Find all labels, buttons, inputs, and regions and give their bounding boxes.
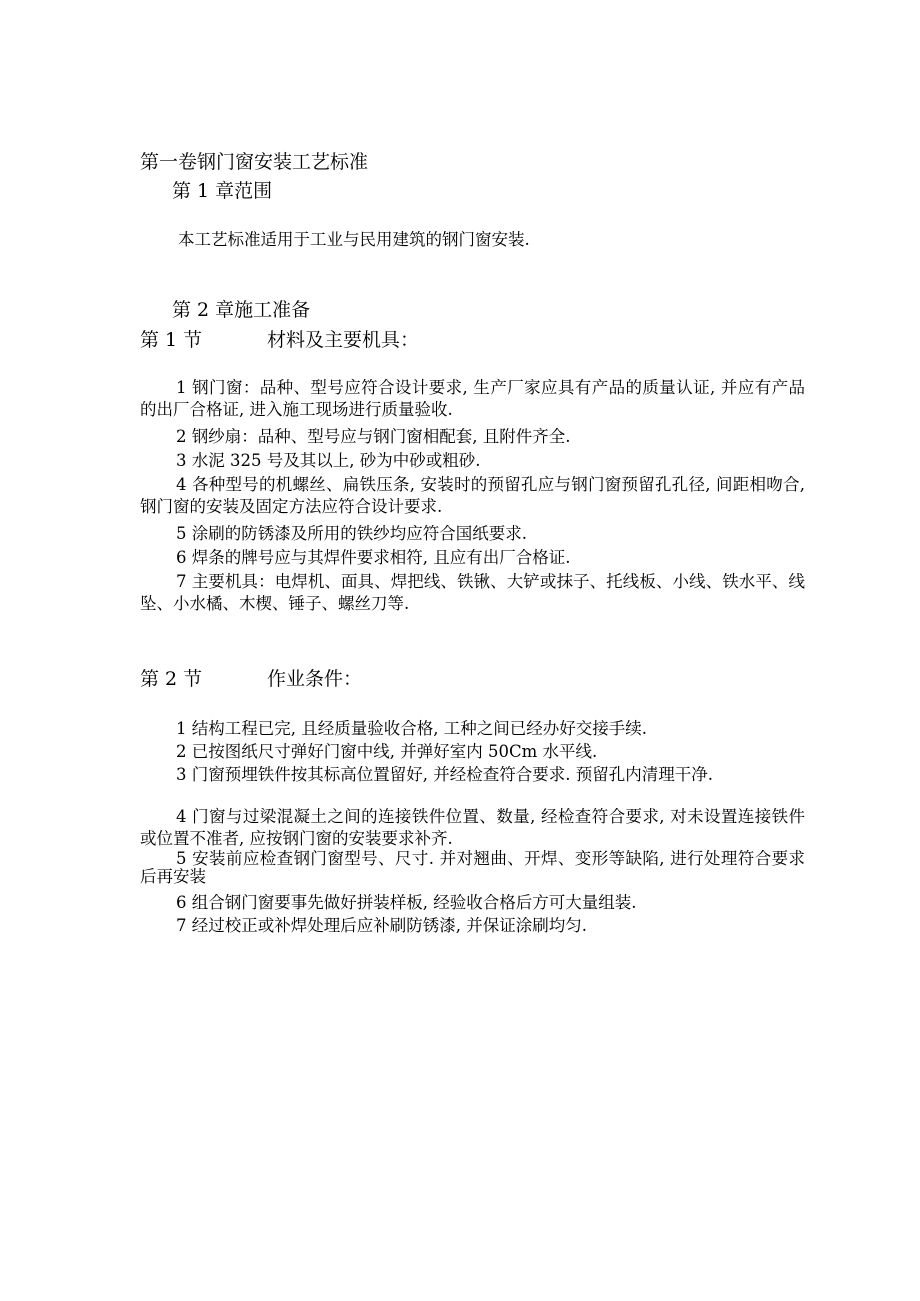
conditions-item-5: 5 安装前应检查钢门窗型号、尺寸. 并对翘曲、开焊、变形等缺陷, 进行处理符合要求后再安装: [140, 849, 805, 886]
materials-item-5: 5 涂刷的防锈漆及所用的铁纱均应符合国纸要求.: [176, 524, 527, 543]
chapter-2-heading: 第 2 章施工准备: [172, 299, 311, 321]
conditions-item-7: 7 经过校正或补焊处理后应补刷防锈漆, 并保证涂刷均匀.: [176, 916, 587, 935]
chapter-1-heading: 第 1 章范围: [172, 180, 273, 202]
materials-item-3: 3 水泥 325 号及其以上, 砂为中砂或粗砂.: [176, 451, 481, 470]
section-2-title: 作业条件：: [267, 668, 363, 690]
materials-item-2: 2 钢纱扇：品种、型号应与钢门窗相配套, 且附件齐全.: [176, 427, 571, 446]
materials-item-4: 4 各种型号的机螺丝、扁铁压条, 安装时的预留孔应与钢门窗预留孔孔径, 间距相吻合, 钢门窗的安装及固定方法应符合设计要求.: [140, 475, 805, 516]
conditions-item-2: 2 已按图纸尺寸弹好门窗中线, 并弹好室内 50Cm 水平线.: [176, 742, 598, 761]
document-title: 第一卷钢门窗安装工艺标准: [140, 151, 369, 173]
section-2-number: 第 2 节: [140, 668, 203, 690]
conditions-item-1: 1 结构工程已完, 且经质量验收合格, 工种之间已经办好交接手续.: [176, 719, 647, 738]
scope-paragraph: 本工艺标准适用于工业与民用建筑的钢门窗安装.: [178, 230, 530, 249]
materials-item-7: 7 主要机具：电焊机、面具、焊把线、铁锹、大铲或抹子、托线板、小线、铁水平、线坠、小水橘、木楔、锤子、螺丝刀等.: [140, 572, 805, 613]
materials-item-1: 1 钢门窗：品种、型号应符合设计要求, 生产厂家应具有产品的质量认证, 并应有产品的出厂合格证, 进入施工现场进行质量验收.: [140, 378, 805, 419]
materials-item-6: 6 焊条的牌号应与其焊件要求相符, 且应有出厂合格证.: [176, 548, 571, 567]
conditions-item-6: 6 组合钢门窗要事先做好拼装样板, 经验收合格后方可大量组装.: [176, 893, 637, 912]
section-1-title: 材料及主要机具：: [267, 329, 420, 351]
conditions-item-3: 3 门窗预埋铁件按其标高位置留好, 并经检查符合要求. 预留孔内清理干净.: [176, 765, 713, 784]
conditions-item-4: 4 门窗与过梁混凝土之间的连接铁件位置、数量, 经检查符合要求, 对未设置连接铁件或位置不准者, 应按钢门窗的安装要求补齐.: [140, 807, 805, 848]
section-1-number: 第 1 节: [140, 329, 203, 351]
